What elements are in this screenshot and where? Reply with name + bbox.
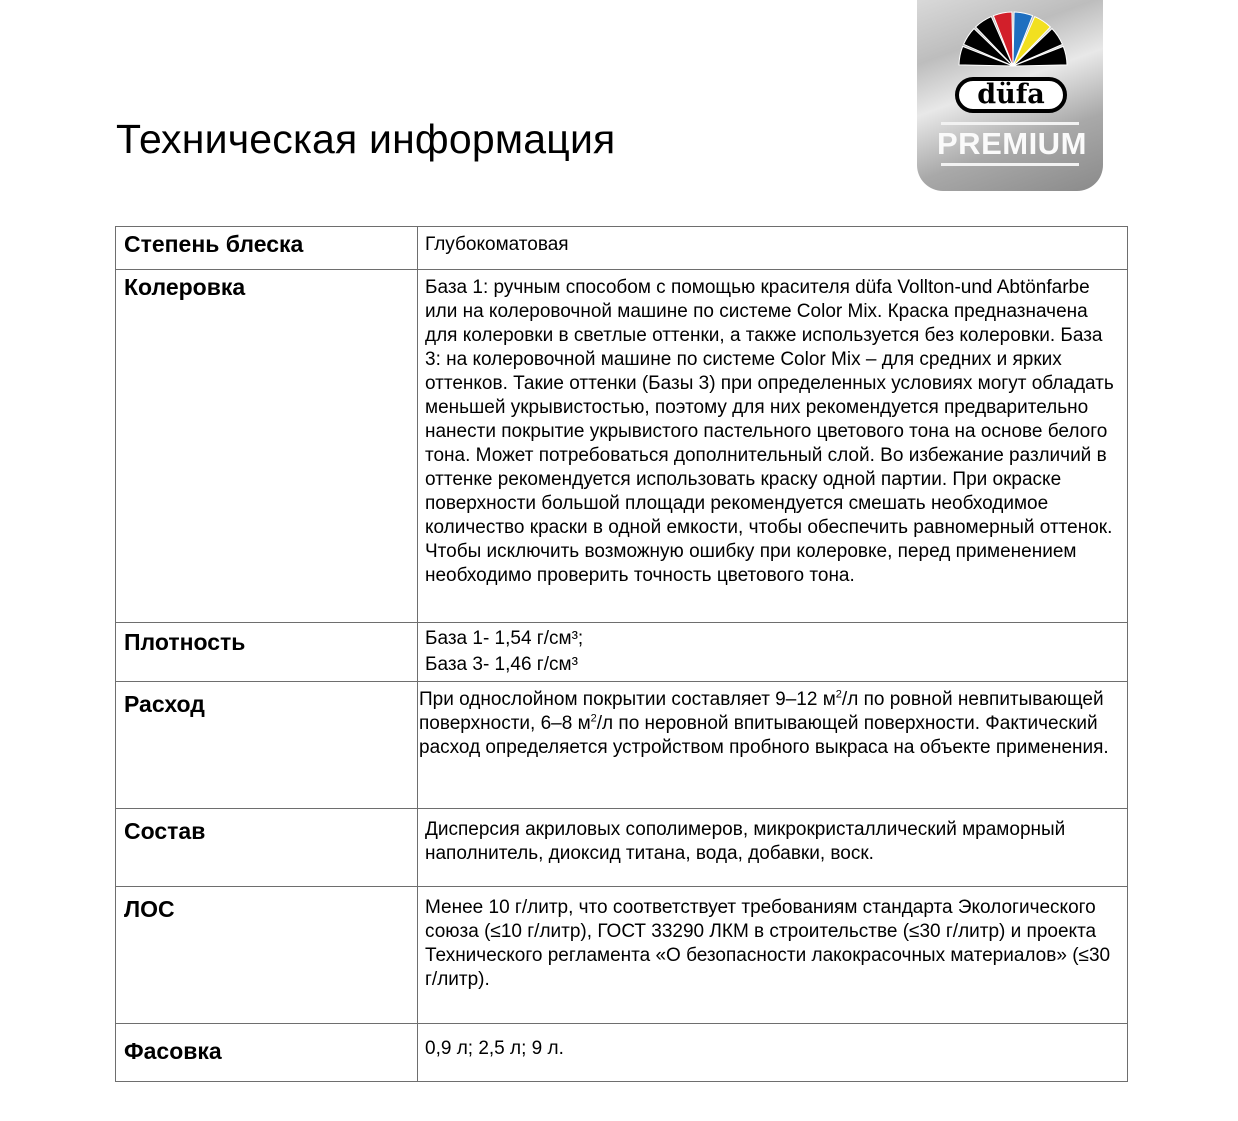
row-label: ЛОС bbox=[116, 887, 418, 1024]
density-line: База 3- 1,46 г/см³ bbox=[425, 654, 578, 675]
consumption-text: /л по неровной впитывающей поверхности. Фактический расход определяется устройством пробного выкраса на объекте применения. bbox=[419, 713, 1109, 758]
consumption-text: При однослойном покрытии составляет 9–12 м bbox=[419, 689, 836, 710]
logo-tagline: PREMIUM bbox=[937, 126, 1087, 161]
consumption-text: /л по ровной невпитывающей поверхности, 6–8 м bbox=[419, 689, 1104, 734]
row-value: База 1: ручным способом с помощью красителя düfa Vollton-und Abtönfarbe или на колеровочной машине по системе Color Mix. Краска предназначена для колеровки в светлые оттенки, а также используется без колеровки. База 3: на колеровочной машине по системе Color Mix – для средних и ярких оттенков. Такие оттенки (Базы 3) при определенных условиях могут обладать меньшей укрывистостью, поэтому для них рекомендуется предварительно нанести покрытие укрывистого пастельного цветового тона на основе белого тона. Может потребоваться дополнительный слой. Во избежание различий в оттенке рекомендуется использовать краску одной партии. При окраске поверхности большой площади рекомендуется смешать необходимое количество краски в одной емкости, чтобы обеспечить равномерный оттенок. Чтобы исключить возможную ошибку при колеровке, перед применением необходимо проверить точность цветового тона. bbox=[418, 270, 1128, 623]
row-label: Фасовка bbox=[116, 1024, 418, 1082]
row-label: Плотность bbox=[116, 623, 418, 682]
row-value: Глубокоматовая bbox=[418, 227, 1128, 270]
row-label: Колеровка bbox=[116, 270, 418, 623]
table-row bbox=[116, 270, 1128, 623]
table-row bbox=[116, 682, 1128, 809]
row-value: Дисперсия акриловых сополимеров, микрокристаллический мраморный наполнитель, диоксид титана, вода, добавки, воск. bbox=[418, 809, 1128, 887]
row-value: Менее 10 г/литр, что соответствует требованиям стандарта Экологического союза (≤10 г/литр), ГОСТ 33290 ЛКМ в строительстве (≤30 г/литр) и проекта Технического регламента «О безопасности лакокрасочных материалов» (≤30 г/литр). bbox=[418, 887, 1128, 1024]
table-row bbox=[116, 227, 1128, 270]
table-row bbox=[116, 809, 1128, 887]
superscript: 2 bbox=[835, 688, 842, 701]
row-value bbox=[418, 623, 1128, 682]
table-row bbox=[116, 1024, 1128, 1082]
logo-divider bbox=[941, 122, 1079, 125]
table-row bbox=[116, 623, 1128, 682]
density-line: База 1- 1,54 г/см³; bbox=[425, 628, 584, 649]
row-label: Состав bbox=[116, 809, 418, 887]
row-label: Расход bbox=[116, 682, 418, 809]
color-fan-icon bbox=[917, 0, 1103, 80]
brand-name: düfa bbox=[955, 77, 1067, 113]
table-row bbox=[116, 887, 1128, 1024]
logo-divider bbox=[941, 163, 1079, 166]
brand-logo bbox=[917, 0, 1103, 191]
row-label: Степень блеска bbox=[116, 227, 418, 270]
row-value bbox=[418, 682, 1128, 809]
page-title: Техническая информация bbox=[116, 116, 616, 162]
technical-info-table bbox=[115, 226, 1128, 1082]
superscript: 2 bbox=[590, 712, 597, 725]
row-value: 0,9 л; 2,5 л; 9 л. bbox=[418, 1024, 1128, 1082]
